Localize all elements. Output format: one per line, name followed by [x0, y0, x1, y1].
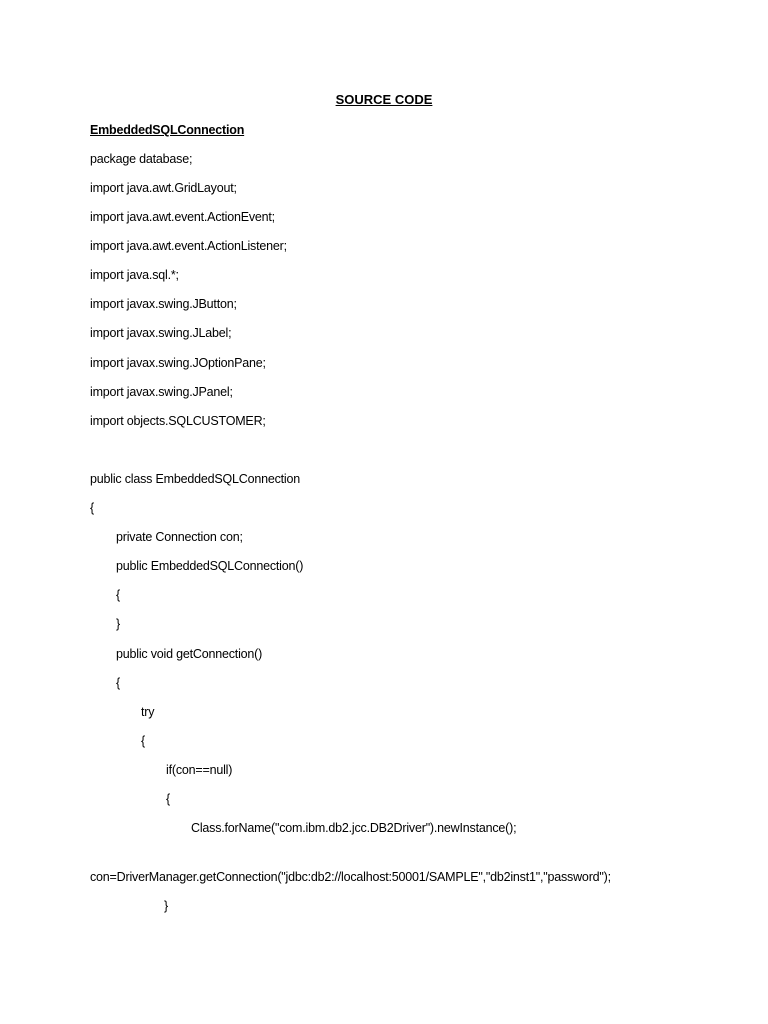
code-line: import java.sql.*;	[90, 268, 179, 282]
code-line: try	[141, 705, 155, 719]
page-title: SOURCE CODE	[335, 92, 433, 107]
code-line: import javax.swing.JLabel;	[90, 326, 232, 340]
code-line: import java.awt.GridLayout;	[90, 181, 237, 195]
code-line: import java.awt.event.ActionEvent;	[90, 210, 275, 224]
code-line: public EmbeddedSQLConnection()	[116, 559, 304, 573]
code-line: if(con==null)	[166, 763, 233, 777]
code-line: {	[116, 676, 120, 690]
section-heading: EmbeddedSQLConnection	[90, 123, 245, 137]
code-line: {	[166, 792, 170, 806]
code-line: public void getConnection()	[116, 647, 263, 661]
code-line: }	[116, 617, 120, 631]
code-line: }	[164, 899, 168, 913]
code-line: private Connection con;	[116, 530, 243, 544]
code-line: package database;	[90, 152, 193, 166]
code-line: import java.awt.event.ActionListener;	[90, 239, 287, 253]
code-line: import javax.swing.JOptionPane;	[90, 356, 266, 370]
code-line: import javax.swing.JButton;	[90, 297, 237, 311]
code-line: import objects.SQLCUSTOMER;	[90, 414, 266, 428]
code-line: {	[116, 588, 120, 602]
code-line: Class.forName("com.ibm.db2.jcc.DB2Driver").newInstance();	[191, 821, 517, 835]
code-line: con=DriverManager.getConnection("jdbc:db2://localhost:50001/SAMPLE","db2inst1","password");	[90, 870, 611, 884]
code-line: public class EmbeddedSQLConnection	[90, 472, 300, 486]
code-line: {	[141, 734, 145, 748]
code-line: import javax.swing.JPanel;	[90, 385, 233, 399]
code-line: {	[90, 501, 94, 515]
